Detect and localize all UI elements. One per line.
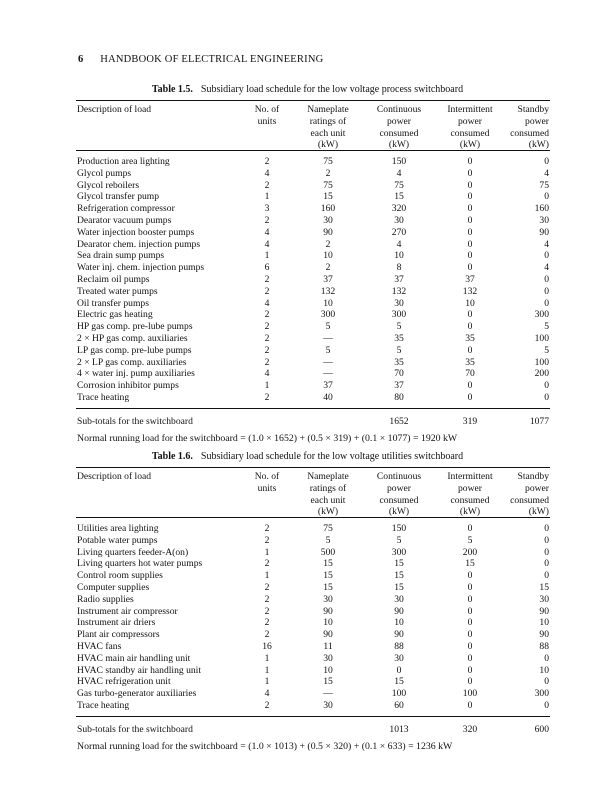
row-nameplate: 37 bbox=[323, 380, 333, 392]
subtotal-label: Sub-totals for the switchboard bbox=[77, 415, 193, 427]
row-intermittent: 0 bbox=[467, 380, 473, 392]
row-description: Computer supplies bbox=[77, 582, 150, 593]
row-continuous: 320 bbox=[391, 203, 407, 215]
row-intermittent: 0 bbox=[467, 605, 473, 617]
row-continuous: 35 bbox=[394, 333, 404, 344]
column-header-continuous: consumed bbox=[379, 494, 419, 506]
row-nameplate: 500 bbox=[320, 546, 336, 558]
row-intermittent: 0 bbox=[467, 167, 473, 179]
column-header-continuous: power bbox=[387, 115, 411, 127]
row-intermittent: 0 bbox=[467, 321, 473, 333]
row-units: 2 bbox=[264, 605, 270, 617]
row-standby: 10 bbox=[539, 617, 549, 629]
column-header-nameplate: ratings of bbox=[309, 482, 347, 494]
row-intermittent: 0 bbox=[467, 215, 473, 226]
row-units: 2 bbox=[264, 356, 270, 368]
row-description: Instrument air driers bbox=[77, 617, 156, 629]
column-header-units: units bbox=[257, 482, 277, 494]
row-standby: 0 bbox=[544, 558, 549, 570]
row-continuous: 30 bbox=[394, 593, 404, 605]
row-units: 4 bbox=[264, 297, 270, 309]
table-header-rule bbox=[76, 517, 550, 518]
row-description: Control room supplies bbox=[77, 570, 163, 582]
column-header-units: units bbox=[257, 115, 277, 127]
row-standby: 0 bbox=[544, 392, 549, 403]
row-nameplate: 11 bbox=[323, 641, 333, 652]
row-description: Production area lighting bbox=[77, 156, 170, 167]
row-standby: 0 bbox=[544, 297, 549, 309]
row-standby: 300 bbox=[534, 309, 549, 321]
row-units: 2 bbox=[264, 215, 270, 226]
subtotal-intermittent: 320 bbox=[462, 723, 478, 735]
row-units: 2 bbox=[264, 309, 270, 321]
row-standby: 0 bbox=[544, 700, 549, 711]
row-continuous: 100 bbox=[391, 688, 407, 700]
row-nameplate: 40 bbox=[323, 392, 333, 403]
row-standby: 10 bbox=[539, 664, 549, 676]
row-intermittent: 0 bbox=[467, 676, 473, 688]
row-standby: 4 bbox=[544, 262, 549, 274]
row-nameplate: 5 bbox=[325, 534, 331, 546]
row-nameplate: 10 bbox=[323, 250, 333, 262]
row-intermittent: 0 bbox=[467, 250, 473, 262]
row-intermittent: 0 bbox=[467, 582, 473, 593]
row-standby: 4 bbox=[544, 167, 549, 179]
row-description: Glycol pumps bbox=[77, 167, 132, 179]
row-nameplate: — bbox=[323, 333, 333, 344]
row-nameplate: 15 bbox=[323, 676, 333, 688]
row-continuous: 5 bbox=[396, 344, 402, 356]
row-continuous: 88 bbox=[394, 641, 404, 652]
row-nameplate: 15 bbox=[323, 582, 333, 593]
row-intermittent: 0 bbox=[467, 593, 473, 605]
row-intermittent: 15 bbox=[465, 558, 475, 570]
row-nameplate: 75 bbox=[323, 179, 333, 191]
row-description: Gas turbo-generator auxiliaries bbox=[77, 688, 197, 700]
table-caption-text: Subsidiary load schedule for the low voltage process switchboard bbox=[200, 84, 464, 95]
column-header-standby: Standby bbox=[517, 471, 549, 482]
row-intermittent: 35 bbox=[465, 356, 475, 368]
table-caption bbox=[0, 451, 615, 462]
row-standby: 15 bbox=[539, 582, 549, 593]
column-header-nameplate: (kW) bbox=[317, 506, 339, 518]
row-intermittent: 37 bbox=[465, 274, 475, 285]
row-units: 4 bbox=[264, 226, 270, 238]
column-header-nameplate: ratings of bbox=[309, 115, 347, 127]
row-continuous: 0 bbox=[396, 664, 402, 676]
column-header-continuous: (kW) bbox=[388, 139, 410, 151]
row-continuous: 150 bbox=[391, 156, 407, 167]
row-continuous: 300 bbox=[391, 309, 407, 321]
row-units: 2 bbox=[264, 333, 270, 344]
row-units: 2 bbox=[264, 558, 270, 570]
row-nameplate: 15 bbox=[323, 558, 333, 570]
row-intermittent: 10 bbox=[465, 297, 475, 309]
row-continuous: 35 bbox=[394, 356, 404, 368]
table-body-rule bbox=[76, 408, 550, 409]
row-nameplate: 37 bbox=[323, 274, 333, 285]
row-nameplate: 90 bbox=[323, 226, 333, 238]
row-continuous: 270 bbox=[391, 226, 407, 238]
row-units: 1 bbox=[264, 664, 270, 676]
row-description: HVAC standby air handling unit bbox=[77, 664, 202, 676]
row-continuous: 90 bbox=[394, 629, 404, 641]
row-intermittent: 0 bbox=[467, 344, 473, 356]
row-description: HVAC fans bbox=[77, 641, 122, 652]
row-units: 2 bbox=[264, 156, 270, 167]
row-standby: 88 bbox=[539, 641, 549, 652]
row-intermittent: 0 bbox=[467, 262, 473, 274]
row-continuous: 37 bbox=[394, 274, 404, 285]
row-standby: 0 bbox=[544, 285, 549, 297]
row-standby: 0 bbox=[544, 523, 549, 534]
row-nameplate: 10 bbox=[323, 664, 333, 676]
row-nameplate: 90 bbox=[323, 605, 333, 617]
column-header-intermittent: consumed bbox=[450, 494, 490, 506]
row-continuous: 37 bbox=[394, 380, 404, 392]
row-nameplate: 30 bbox=[323, 700, 333, 711]
row-units: 2 bbox=[264, 179, 270, 191]
row-units: 2 bbox=[264, 593, 270, 605]
row-intermittent: 0 bbox=[467, 226, 473, 238]
row-units: 4 bbox=[264, 368, 270, 380]
row-continuous: 5 bbox=[396, 321, 402, 333]
row-standby: 4 bbox=[544, 238, 549, 250]
column-header-standby: (kW) bbox=[528, 506, 549, 518]
row-continuous: 70 bbox=[394, 368, 404, 380]
row-continuous: 10 bbox=[394, 617, 404, 629]
page-number: 6 bbox=[78, 54, 84, 65]
row-continuous: 15 bbox=[394, 191, 404, 203]
row-continuous: 4 bbox=[396, 167, 402, 179]
table-top-rule bbox=[76, 100, 550, 101]
row-description: Water injection booster pumps bbox=[77, 226, 195, 238]
row-continuous: 15 bbox=[394, 582, 404, 593]
table-caption bbox=[0, 84, 615, 95]
row-standby: 0 bbox=[544, 546, 549, 558]
row-continuous: 15 bbox=[394, 676, 404, 688]
row-standby: 0 bbox=[544, 380, 549, 392]
row-intermittent: 100 bbox=[462, 688, 478, 700]
row-intermittent: 0 bbox=[467, 652, 473, 664]
row-nameplate: 30 bbox=[323, 215, 333, 226]
table-label: Table 1.6. bbox=[151, 451, 193, 462]
row-nameplate: — bbox=[323, 368, 333, 380]
row-nameplate: 2 bbox=[325, 167, 331, 179]
row-description: Living quarters feeder-A(on) bbox=[77, 546, 189, 558]
row-intermittent: 132 bbox=[462, 285, 478, 297]
column-header-description: Description of load bbox=[77, 104, 152, 115]
column-header-continuous: (kW) bbox=[388, 506, 410, 518]
row-description: HP gas comp. pre-lube pumps bbox=[77, 321, 193, 333]
row-standby: 0 bbox=[544, 570, 549, 582]
row-continuous: 8 bbox=[396, 262, 402, 274]
row-continuous: 4 bbox=[396, 238, 402, 250]
row-nameplate: 10 bbox=[323, 297, 333, 309]
column-header-standby: consumed bbox=[510, 494, 549, 506]
row-intermittent: 0 bbox=[467, 629, 473, 641]
row-continuous: 30 bbox=[394, 297, 404, 309]
column-header-intermittent: (kW) bbox=[459, 506, 481, 518]
row-continuous: 15 bbox=[394, 558, 404, 570]
row-nameplate: 15 bbox=[323, 570, 333, 582]
table-caption-text: Subsidiary load schedule for the low voltage utilities switchboard bbox=[200, 451, 464, 462]
row-continuous: 150 bbox=[391, 523, 407, 534]
row-units: 1 bbox=[264, 570, 270, 582]
column-header-intermittent: power bbox=[458, 482, 482, 494]
row-units: 16 bbox=[262, 641, 272, 652]
row-continuous: 10 bbox=[394, 250, 404, 262]
column-header-intermittent: power bbox=[458, 115, 482, 127]
row-nameplate: 160 bbox=[320, 203, 336, 215]
row-intermittent: 0 bbox=[467, 392, 473, 403]
row-nameplate: 132 bbox=[320, 285, 336, 297]
row-standby: 0 bbox=[544, 534, 549, 546]
table-top-rule bbox=[76, 467, 550, 468]
row-units: 1 bbox=[264, 676, 270, 688]
row-description: Radio supplies bbox=[77, 593, 134, 605]
column-header-units: No. of bbox=[254, 471, 280, 482]
row-nameplate: 10 bbox=[323, 617, 333, 629]
row-standby: 300 bbox=[534, 688, 549, 700]
row-intermittent: 0 bbox=[467, 238, 473, 250]
row-intermittent: 70 bbox=[465, 368, 475, 380]
row-continuous: 132 bbox=[391, 285, 407, 297]
subtotal-continuous: 1652 bbox=[389, 415, 409, 427]
column-header-standby: power bbox=[525, 482, 549, 494]
column-header-intermittent: (kW) bbox=[459, 139, 481, 151]
subtotal-intermittent: 319 bbox=[462, 415, 478, 427]
row-standby: 75 bbox=[539, 179, 549, 191]
row-continuous: 75 bbox=[394, 179, 404, 191]
normal-running-load-formula: Normal running load for the switchboard = (1.0 × 1013) + (0.5 × 320) + (0.1 × 633) = 1236 kW bbox=[77, 740, 453, 752]
row-units: 2 bbox=[264, 629, 270, 641]
row-units: 2 bbox=[264, 617, 270, 629]
row-standby: 160 bbox=[534, 203, 549, 215]
row-nameplate: — bbox=[323, 356, 333, 368]
row-description: 4 × water inj. pump auxiliaries bbox=[77, 368, 195, 380]
row-nameplate: 5 bbox=[325, 321, 331, 333]
row-continuous: 300 bbox=[391, 546, 407, 558]
column-header-continuous: power bbox=[387, 482, 411, 494]
subtotal-continuous: 1013 bbox=[389, 723, 409, 735]
row-standby: 90 bbox=[539, 226, 549, 238]
row-description: Trace heating bbox=[77, 392, 130, 403]
column-header-nameplate: each unit bbox=[310, 127, 346, 139]
table-body-rule bbox=[76, 716, 550, 717]
row-intermittent: 0 bbox=[467, 191, 473, 203]
row-nameplate: 2 bbox=[325, 238, 331, 250]
row-units: 2 bbox=[264, 274, 270, 285]
column-header-description: Description of load bbox=[77, 471, 152, 482]
row-description: Treated water pumps bbox=[77, 285, 158, 297]
row-standby: 30 bbox=[539, 593, 549, 605]
row-intermittent: 0 bbox=[467, 179, 473, 191]
row-units: 2 bbox=[264, 700, 270, 711]
subtotal-label: Sub-totals for the switchboard bbox=[77, 723, 193, 735]
row-nameplate: 5 bbox=[325, 344, 331, 356]
row-description: Oil transfer pumps bbox=[77, 297, 149, 309]
row-description: Reclaim oil pumps bbox=[77, 274, 150, 285]
column-header-standby: Standby bbox=[517, 104, 549, 115]
row-description: Dearator vacuum pumps bbox=[77, 215, 172, 226]
row-units: 2 bbox=[264, 321, 270, 333]
row-units: 2 bbox=[264, 344, 270, 356]
row-units: 1 bbox=[264, 250, 270, 262]
row-intermittent: 0 bbox=[467, 641, 473, 652]
row-description: Sea drain sump pumps bbox=[77, 250, 165, 262]
column-header-nameplate: (kW) bbox=[317, 139, 339, 151]
row-continuous: 60 bbox=[394, 700, 404, 711]
row-description: Dearator chem. injection pumps bbox=[77, 238, 201, 250]
row-standby: 100 bbox=[534, 333, 549, 344]
row-description: Instrument air compressor bbox=[77, 605, 178, 617]
row-description: Corrosion inhibitor pumps bbox=[77, 380, 179, 392]
table-label: Table 1.5. bbox=[151, 84, 193, 95]
row-continuous: 30 bbox=[394, 215, 404, 226]
row-standby: 90 bbox=[539, 605, 549, 617]
row-standby: 30 bbox=[539, 215, 549, 226]
row-description: Electric gas heating bbox=[77, 309, 153, 321]
row-description: 2 × LP gas comp. auxiliaries bbox=[77, 356, 187, 368]
row-standby: 90 bbox=[539, 629, 549, 641]
table-header-rule bbox=[76, 150, 550, 151]
row-description: 2 × HP gas comp. auxiliaries bbox=[77, 333, 188, 344]
row-units: 2 bbox=[264, 582, 270, 593]
row-units: 2 bbox=[264, 285, 270, 297]
row-description: Potable water pumps bbox=[77, 534, 158, 546]
row-intermittent: 0 bbox=[467, 156, 473, 167]
row-continuous: 90 bbox=[394, 605, 404, 617]
row-standby: 0 bbox=[544, 191, 549, 203]
row-nameplate: 2 bbox=[325, 262, 331, 274]
row-units: 3 bbox=[264, 203, 270, 215]
row-standby: 0 bbox=[544, 250, 549, 262]
row-units: 1 bbox=[264, 380, 270, 392]
row-description: Glycol transfer pump bbox=[77, 191, 160, 203]
row-standby: 0 bbox=[544, 156, 549, 167]
row-description: LP gas comp. pre-lube pumps bbox=[77, 344, 192, 356]
row-nameplate: — bbox=[323, 688, 333, 700]
row-description: Living quarters hot water pumps bbox=[77, 558, 203, 570]
column-header-intermittent: consumed bbox=[450, 127, 490, 139]
row-nameplate: 90 bbox=[323, 629, 333, 641]
column-header-standby: power bbox=[525, 115, 549, 127]
row-intermittent: 0 bbox=[467, 617, 473, 629]
column-header-standby: (kW) bbox=[528, 139, 549, 151]
column-header-nameplate: each unit bbox=[310, 494, 346, 506]
running-head bbox=[78, 54, 323, 65]
row-intermittent: 200 bbox=[462, 546, 478, 558]
row-standby: 0 bbox=[544, 274, 549, 285]
column-header-units: No. of bbox=[254, 104, 280, 115]
row-units: 2 bbox=[264, 534, 270, 546]
column-header-intermittent: Intermittent bbox=[447, 104, 493, 115]
row-intermittent: 0 bbox=[467, 523, 473, 534]
row-intermittent: 0 bbox=[467, 203, 473, 215]
row-units: 6 bbox=[264, 262, 270, 274]
column-header-standby: consumed bbox=[510, 127, 549, 139]
row-standby: 200 bbox=[534, 368, 549, 380]
column-header-nameplate: Nameplate bbox=[307, 471, 349, 482]
row-continuous: 15 bbox=[394, 570, 404, 582]
row-description: Water inj. chem. injection pumps bbox=[77, 262, 205, 274]
row-units: 2 bbox=[264, 392, 270, 403]
row-standby: 0 bbox=[544, 652, 549, 664]
row-intermittent: 0 bbox=[467, 570, 473, 582]
row-nameplate: 75 bbox=[323, 156, 333, 167]
row-description: Glycol reboilers bbox=[77, 179, 140, 191]
row-nameplate: 75 bbox=[323, 523, 333, 534]
column-header-continuous: consumed bbox=[379, 127, 419, 139]
column-header-continuous: Continuous bbox=[376, 104, 422, 115]
row-description: Refrigeration compressor bbox=[77, 203, 175, 215]
row-units: 4 bbox=[264, 167, 270, 179]
row-nameplate: 30 bbox=[323, 593, 333, 605]
row-nameplate: 30 bbox=[323, 652, 333, 664]
row-description: HVAC refrigeration unit bbox=[77, 676, 171, 688]
column-header-intermittent: Intermittent bbox=[447, 471, 493, 482]
column-header-nameplate: Nameplate bbox=[307, 104, 349, 115]
row-standby: 5 bbox=[544, 344, 549, 356]
row-description: Utilities area lighting bbox=[77, 523, 159, 534]
row-nameplate: 300 bbox=[320, 309, 336, 321]
row-description: HVAC main air handling unit bbox=[77, 652, 191, 664]
subtotal-standby: 1077 bbox=[529, 415, 549, 427]
row-description: Trace heating bbox=[77, 700, 130, 711]
row-intermittent: 35 bbox=[465, 333, 475, 344]
row-continuous: 30 bbox=[394, 652, 404, 664]
row-units: 4 bbox=[264, 688, 270, 700]
row-standby: 0 bbox=[544, 676, 549, 688]
subtotal-standby: 600 bbox=[534, 723, 549, 735]
row-units: 1 bbox=[264, 652, 270, 664]
row-units: 2 bbox=[264, 523, 270, 534]
row-description: Plant air compressors bbox=[77, 629, 160, 641]
normal-running-load-formula: Normal running load for the switchboard = (1.0 × 1652) + (0.5 × 319) + (0.1 × 1077) = 1920 kW bbox=[77, 432, 458, 444]
row-units: 1 bbox=[264, 191, 270, 203]
row-intermittent: 5 bbox=[467, 534, 473, 546]
column-header-continuous: Continuous bbox=[376, 471, 422, 482]
row-standby: 5 bbox=[544, 321, 549, 333]
row-continuous: 5 bbox=[396, 534, 402, 546]
row-intermittent: 0 bbox=[467, 309, 473, 321]
row-intermittent: 0 bbox=[467, 664, 473, 676]
row-nameplate: 15 bbox=[323, 191, 333, 203]
row-intermittent: 0 bbox=[467, 700, 473, 711]
row-standby: 100 bbox=[534, 356, 549, 368]
row-continuous: 80 bbox=[394, 392, 404, 403]
row-units: 4 bbox=[264, 238, 270, 250]
book-title: HANDBOOK OF ELECTRICAL ENGINEERING bbox=[100, 54, 324, 65]
row-units: 1 bbox=[264, 546, 270, 558]
